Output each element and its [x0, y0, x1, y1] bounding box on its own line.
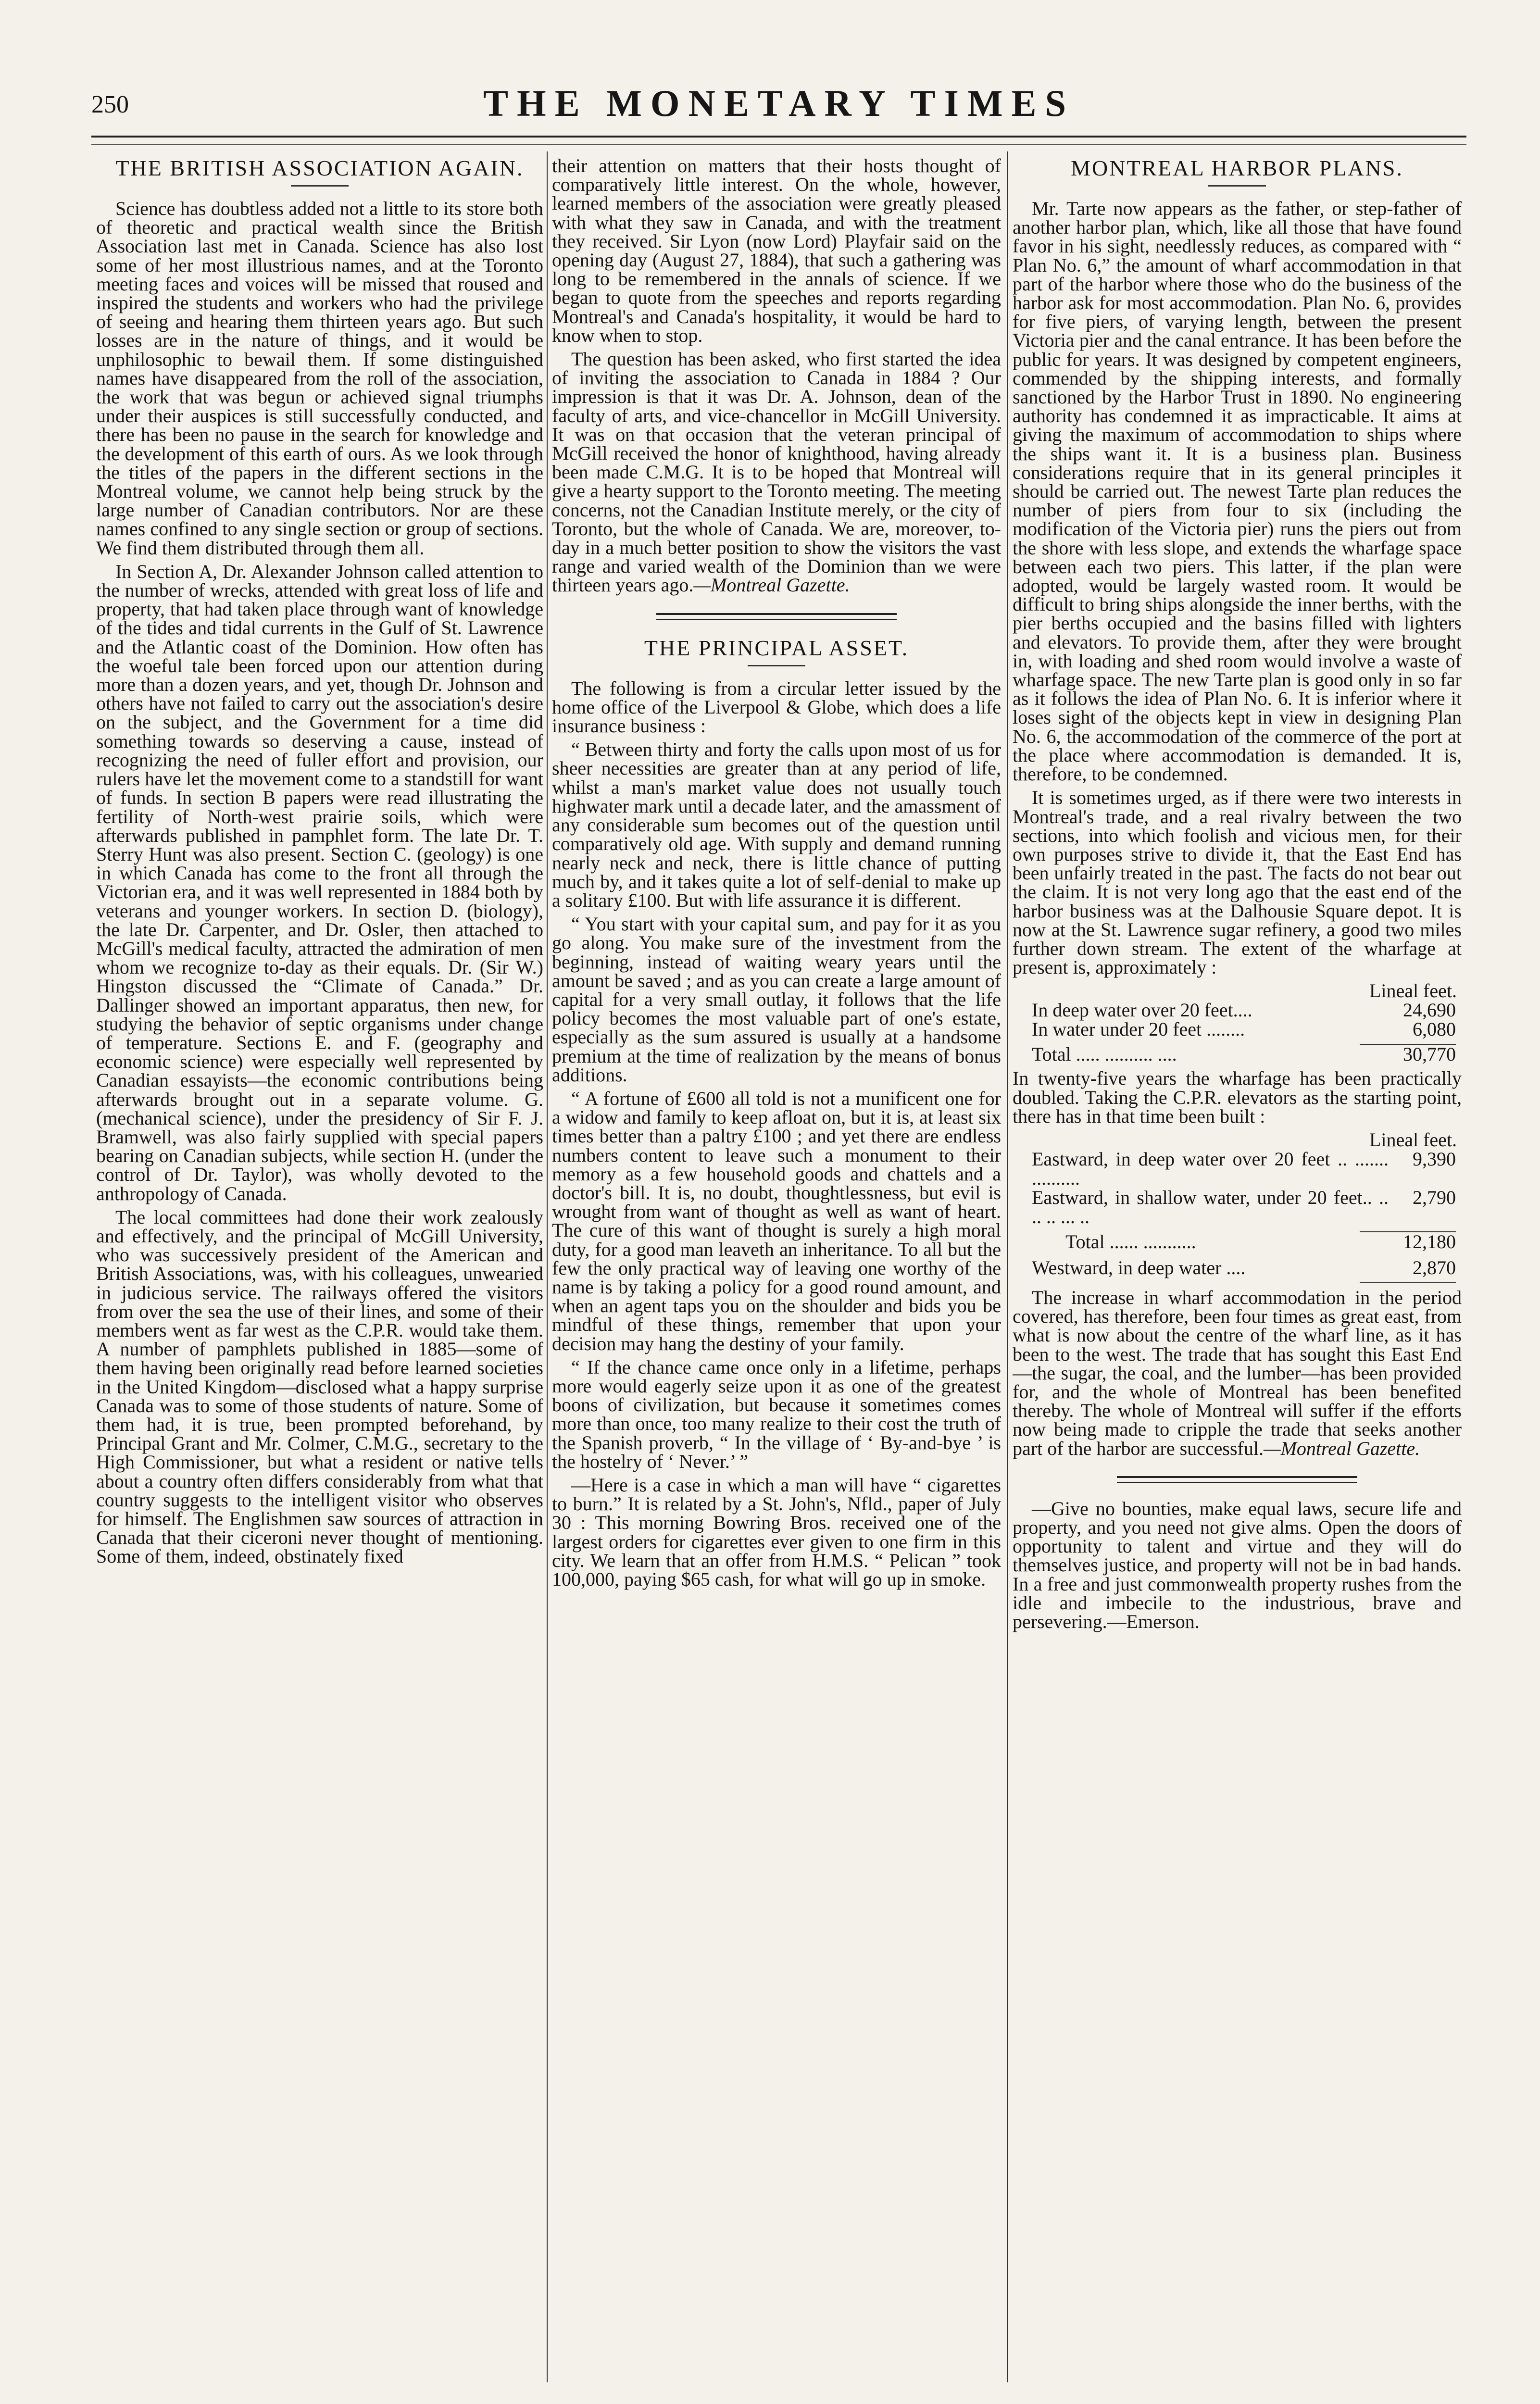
header-rule-thin	[91, 144, 1466, 145]
article-heading: THE PRINCIPAL ASSET.	[644, 635, 909, 660]
row-value: 6,080	[1413, 1018, 1456, 1040]
row-value: 2,870	[1413, 1256, 1456, 1278]
paragraph: their attention on matters that their hosts thought of comparatively little interest. On the whole, however, learned members of the association were greatly pleased with what they saw in Canada, and with the treatment they received. Sir Lyon (now Lord) Playfair said on the opening day (August 27, 1884), that such a gathering was long to be remembered in the annals of science. If we began to quote from the speeches and reports regarding Montreal's and Canada's hospitality, it would be hard to know when to stop.	[552, 156, 1001, 346]
section-divider	[1117, 1476, 1357, 1483]
total-label: Total ..... .......... ....	[1032, 1043, 1177, 1065]
row-value: 2,790	[1413, 1186, 1456, 1208]
column-divider	[547, 151, 548, 2382]
page-number: 250	[91, 91, 129, 118]
table-row	[1013, 1150, 1462, 1188]
heading-rule	[1208, 185, 1266, 187]
paragraph: “ A fortune of £600 all told is not a munificent one for a widow and family to keep afloat on, but it is, at least six times better than a paltry £100 ; and yet there are endless numbers content to leave such a monument to their memory as a few household goods and chattels and a doctor's bill. It is, no doubt, thoughtlessness, but evil is wrought from want of thought as well as want of heart. The cure of this want of thought is surely a high moral duty, for a good man leaveth an inheritance. To all but the few the only practical way of leaving one worthy of the name is by taking a policy for a good round amount, and when an agent taps you on the shoulder and bids you be mindful of these things, remember that upon your decision may hang the destiny of your family.	[552, 1087, 1001, 1354]
source-credit: —Montreal Gazette.	[1264, 1437, 1420, 1459]
construction-table	[1013, 1130, 1462, 1283]
total-rule	[1360, 1282, 1456, 1283]
column-1	[96, 156, 543, 2382]
paragraph: “ You start with your capital sum, and pay for it as you go along. You make sure of the investment from the beginning, instead of waiting weary years until the amount be saved ; and as you can create a large amount of capital for a very small outlay, it follows that the life policy becomes the most valuable part of one's estate, especially as the sum assured is usually at a handsome premium at the time of realization by the means of bonus additions.	[552, 913, 1001, 1086]
row-label: Eastward, in shallow water, under 20 feet.. .. .. .. ... ..	[1032, 1186, 1389, 1227]
row-label: Westward, in deep water ....	[1032, 1256, 1246, 1278]
masthead	[91, 82, 1466, 139]
paragraph	[1013, 1288, 1462, 1458]
row-label: Eastward, in deep water over 20 feet .. ....... ..........	[1032, 1148, 1389, 1189]
table-row	[1013, 1020, 1462, 1039]
paragraph: “ Between thirty and forty the calls upon most of us for sheer necessities are greater than at any period of life, whilst a man's market value does not usually touch highwater mark until a decade later, and the amassment of any considerable sum becomes out of the question until comparatively old age. With supply and demand running nearly neck and neck, there is little chance of putting much by, and it takes quite a lot of self-denial to make up a solitary £100. But with life assurance it is different.	[552, 739, 1001, 911]
article-heading: MONTREAL HARBOR PLANS.	[1071, 156, 1403, 180]
row-label: In deep water over 20 feet....	[1032, 999, 1252, 1021]
header-rule	[91, 136, 1466, 138]
newspaper-title: THE MONETARY TIMES	[483, 82, 1075, 124]
heading-rule	[291, 185, 349, 187]
total-value: 12,180	[1403, 1230, 1456, 1252]
paragraph: In Section A, Dr. Alexander Johnson called attention to the number of wrecks, attended with great loss of life and property, that had taken place through want of knowledge of the tides and tidal currents in the Gulf of St. Lawrence and the Atlantic coast of the Dominion. How often has the woeful tale been forced upon our attention during more than a dozen years, and yet, though Dr. Johnson and others have not failed to carry out the association's desire on the subject, and the Government for a time did something towards so deserving a cause, instead of recognizing the need of fuller effort and provision, our rulers have let the movement come to a standstill for want of funds. In section B papers were read illustrating the fertility of North-west prairie soils, which were afterwards published in pamphlet form. The late Dr. T. Sterry Hunt was also present. Section C. (geology) is one in which Canada has come to the front all through the Victorian era, and it was well represented in 1884 both by veterans and younger workers. In section D. (biology), the late Dr. Carpenter, and Dr. Osler, then attached to McGill's medical faculty, attracted the admiration of men whom we recognize to-day as their equals. Dr. (Sir W.) Hingston discussed the “Climate of Canada.” Dr. Dallinger showed an important apparatus, then new, for studying the behavior of septic organisms under change of temperature. Sections E. and F. (geography and economic science) were especially well represented by Canadian essayists—the economic contributions being afterwards brought out in a separate volume. G. (mechanical science), under the presidency of Sir F. J. Bramwell, was also fairly supplied with special papers bearing on Canadian subjects, while section H. (under the control of Dr. Taylor), was wholly devoted to the anthropology of Canada.	[96, 560, 543, 1204]
total-value: 30,770	[1403, 1043, 1456, 1065]
paragraph: Mr. Tarte now appears as the father, or step-father of another harbor plan, which, like all those that have found favor in his sight, needlessly reduces, as compared with “ Plan No. 6,” the amount of wharf accommodation in that part of the harbor where those who do the business of the harbor ask for most accommodation. Plan No. 6, provides for five piers, of varying length, between the present Victoria pier and the canal entrance. It has been before the public for years. It was designed by competent engineers, commended by the shipping interests, and formally sanctioned by the Harbor Trust in 1890. No engineering authority has condemned it as impracticable. It aims at giving the maximum of accommodation to ships where the ships want it. It is a business plan. Business considerations require that in its general principles it should be carried out. The newest Tarte plan reduces the number of piers from four to six (including the modification of the Victoria pier) runs the piers out from the shore with less slope, and extends the wharfage space between each two piers. This latter, if the plan were adopted, would be largely wasted room. It would be difficult to bring ships alongside the inner berths, with the pier berths occupied and the basins filled with lighters and elevators. To provide them, after they were brought in, with loading and shed room would involve a waste of wharfage space. The new Tarte plan is good only in so far as it follows the idea of Plan No. 6. It is inferior where it loses sight of the objects kept in view in designing Plan No. 6, the accommodation of the commerce of the port at the place where accommodation is demanded. It is, therefore, to be condemned.	[1013, 198, 1462, 785]
paragraph: In twenty-five years the wharfage has been practically doubled. Taking the C.P.R. elevators as the starting point, there has in that time been built :	[1013, 1067, 1462, 1127]
row-value: 9,390	[1413, 1148, 1456, 1170]
paragraph: —Here is a case in which a man will have “ cigarettes to burn.” It is related by a St. John's, Nfld., paper of July 30 : This morning Bowring Bros. received one of the largest orders for cigarettes ever given to one firm in this city. We learn that an offer from H.M.S. “ Pelican ” took 100,000, paying $65 cash, for what will go up in smoke.	[552, 1474, 1001, 1590]
column-3	[1013, 156, 1462, 2382]
paragraph: It is sometimes urged, as if there were two interests in Montreal's trade, and a real rivalry between the two sections, into which foolish and vicious men, for their own purposes strive to divide it, that the East End has been unfairly treated in the past. The facts do not bear out the claim. It is not very long ago that the east end of the harbor business was at the Dalhousie Square depot. It is now at the St. Lawrence sugar refinery, a good two miles further down stream. The extent of the wharfage at present is, approximately :	[1013, 787, 1462, 978]
table-total-row	[1013, 1045, 1462, 1064]
table-total-row	[1013, 1232, 1462, 1252]
total-label: Total ...... ...........	[1065, 1230, 1196, 1252]
table-row	[1013, 1258, 1462, 1277]
column-2	[552, 156, 1001, 2382]
paragraph: The local committees had done their work zealously and effectively, and the principal of McGill University, who was successively president of the American and British Associations, was, with his colleagues, unwearied in judicious service. The railways offered the visitors from over the sea the use of their lines, and some of their members went as far west as the C.P.R. would take them. A number of pamphlets published in 1885—some of them having been originally read before learned societies in the United Kingdom—disclosed what a happy surprise Canada was to some of those students of nature. Some of them had, it is true, been prompted beforehand, by Principal Grant and Mr. Colmer, C.M.G., secretary to the High Commissioner, but what a resident or native tells about a country often differs considerably from what that country suggests to the intelligent visitor who observes for himself. The Englishmen saw sources of attraction in Canada that their ciceroni never thought of mentioning. Some of them, indeed, obstinately fixed	[96, 1206, 543, 1567]
heading-rule	[748, 665, 805, 666]
row-value: 24,690	[1403, 999, 1456, 1021]
table-unit-header: Lineal feet.	[1369, 980, 1457, 1002]
table-row	[1013, 1001, 1462, 1020]
column-divider	[1007, 151, 1008, 2382]
paragraph-text: The question has been asked, who first started the idea of inviting the association to Canada in 1884 ? Our impression is that it was Dr. A. Johnson, dean of the faculty of arts, and vice-chancellor in McGill University. It was on that occasion that the veteran principal of McGill received the honor of knighthood, having already been made C.M.G. It is to be hoped that Montreal will give a hearty support to the Toronto meeting. The meeting concerns, not the Canadian Institute merely, or the city of Toronto, but the whole of Canada. We are, moreover, to-day in a much better position to show the visitors the vast range and varied wealth of the Dominion than we were thirteen years ago.	[552, 348, 1001, 596]
wharfage-table	[1013, 981, 1462, 1064]
quotation: —Give no bounties, make equal laws, secure life and property, and you need not give alms. Open the doors of opportunity to talent and virtue and they will do themselves justice, and property will not be in bad hands. In a free and just commonwealth property rushes from the idle and imbecile to the industrious, brave and persevering.—Emerson.	[1013, 1497, 1462, 1632]
paragraph	[552, 350, 1001, 595]
paragraph: Science has doubtless added not a little to its store both of theoretic and practical wealth since the British Association last met in Canada. Science has also lost some of her most illustrious names, and at the Toronto meeting faces and voices will be missed that roused and inspired the students and workers who had the privilege of seeing and hearing them thirteen years ago. But such losses are in the nature of things, and it would be unphilosophic to bewail them. If some distinguished names have disappeared from the roll of the association, the work that was begun or achieved signal triumphs under their auspices is still successfully conducted, and there has been no pause in the search for knowledge and the development of this earth of ours. As we look through the titles of the papers in the different sections in the Montreal volume, we cannot help being struck by the large number of Canadian contributors. Nor are these names confined to any single section or group of sections. We find them distributed through them all.	[96, 198, 543, 559]
paragraph-text: The increase in wharf accommodation in the period covered, has therefore, been four times as great east, from what is now about the centre of the wharf line, as it has been to the west. The trade that has sought this East End—the sugar, the coal, and the lumber—has been provided for, and the whole of Montreal has been benefited thereby. The whole of Montreal will suffer if the efforts now being made to cripple the trade that seeks another part of the harbor are successful.	[1013, 1286, 1462, 1459]
table-row	[1013, 1188, 1462, 1227]
source-credit: —Montreal Gazette.	[693, 574, 850, 596]
table-unit-header: Lineal feet.	[1369, 1128, 1457, 1151]
paragraph: The following is from a circular letter issued by the home office of the Liverpool & Globe, which does a life insurance business :	[552, 677, 1001, 737]
row-label: In water under 20 feet ........	[1032, 1018, 1245, 1040]
article-heading: THE BRITISH ASSOCIATION AGAIN.	[115, 156, 524, 180]
paragraph: “ If the chance came once only in a lifetime, perhaps more would eagerly seize upon it as one of the greatest boons of civilization, but because it sometimes comes more than once, too many realize to their cost the truth of the Spanish proverb, “ In the village of ‘ By-and-bye ’ is the hostelry of ‘ Never.’ ”	[552, 1356, 1001, 1472]
section-divider	[656, 613, 897, 620]
